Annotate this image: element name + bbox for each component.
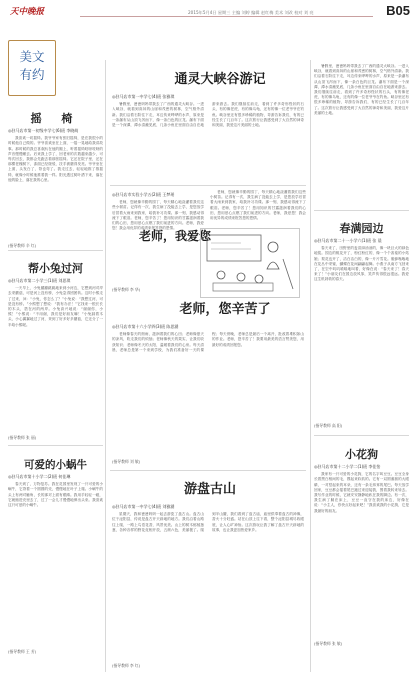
article-source: (指导教师 刘 敏) xyxy=(112,459,141,465)
section-name-line1: 美文 xyxy=(19,49,45,64)
article-pangu-mountain xyxy=(112,502,304,668)
article-source: (指导教师 高 阳) xyxy=(314,423,343,429)
article-body: 暑假里，爸爸妈妈带我去了广西的通灵大峡谷。一进入峡谷，就看到高耸的山崖和茂密的树林，空气格外清新。我们沿着石阶往下走，耳边传来哗哗的水声，原来是一条瀑布从山顶飞泻而下，像一条白色的巨龙。瀑布下面是一个深潭，潭水清澈见底，几条小鱼在里面自由自在地游来游去。我们继续往前走，看到了许多奇形怪状的石头，有的像老虎，有的像乌龟，还有的像一位老爷爷在钓鱼。峡谷里还有很多珍稀的植物，导游告诉我们，有的已经生长了几百年了。这次旅行让我感受到了大自然的神奇和美丽，我爱这片美丽的土地。 xyxy=(314,64,409,115)
article-byline: ◎驻马店市第一中学七(4)班 张雅琪 xyxy=(112,94,175,99)
article-byline: ◎驻马店市第一中学七(4)班 刘雅涵 xyxy=(112,504,175,509)
article-little-dog xyxy=(314,448,409,646)
article-body: 我家有一只可爱的小花狗，它的名字叫豆豆。豆豆全身长着黑白相间的毛，摸起来软软的。它有一双圆溜溜的大眼睛，一对竖起来的耳朵，还有一条毛茸茸的尾巴。每天放学回家，豆豆都会摇着尾巴跑过来迎接我，围着我转来转去。我写作业的时候，它就安安静静地趴在我的脚边。有一次，我生病了躺在床上，豆豆一直守在我的床边，好像在说：“小主人，你快点好起来吧！”我喜欢我的小花狗，它是我最好的朋友。 xyxy=(314,472,409,513)
article-byline: ◎驻马店市第二十一小学六(1)班 张 晨 xyxy=(314,238,382,243)
article-spring-garden xyxy=(314,222,409,428)
article-byline: ◎驻马店市第二小学三(1)班 刘思琪 xyxy=(8,278,71,283)
classroom-illustration xyxy=(200,228,300,298)
masthead: 天中晚报 xyxy=(10,7,45,17)
section-badge xyxy=(8,40,56,96)
article-byline: ◎驻马店市第十二小学二(1)班 李佳怡 xyxy=(314,464,381,469)
header-rule xyxy=(80,16,373,17)
article-title: 摇 椅 xyxy=(30,112,81,125)
article-source: (指导教师 李 红) xyxy=(112,663,141,669)
article-divider xyxy=(110,185,306,186)
article-title: 可爱的小蜗牛 xyxy=(24,459,87,471)
article-title: 小花狗 xyxy=(345,448,378,461)
article-source: (指导教师 李 华) xyxy=(112,287,141,293)
article-right-top xyxy=(314,64,409,204)
article-divider xyxy=(314,435,409,436)
article-title: 老师，您辛苦了 xyxy=(179,302,271,317)
column-divider xyxy=(310,60,311,672)
article-title: 老师，我爱您 xyxy=(138,229,211,243)
article-body: 一天早上，小兔蹦蹦跳跳地来到小河边，它想到河对岸去采蘑菇，可是河上没有桥，小兔急得团团转。这时小熊走了过来，问：“小兔，你怎么了？”小兔说：“我想过河，可是没有桥。”小熊想了想说：“我有办法！”它找来一根长长的木头，搭在河的两岸。小兔高兴地说：“谢谢你，小熊！”小熊说：“不用谢，我们是好朋友嘛！”小兔踩着木头，小心翼翼地过了河，采到了好多好多蘑菇，它还分了一半给小熊呢。 xyxy=(8,286,103,327)
column-divider xyxy=(105,60,106,672)
article-swing-chair xyxy=(8,112,103,248)
issue-info: 2015年5月4日 星期三 主编 刘婷 编辑 赵红梅 美术 刘改 校对 刘 亮 xyxy=(188,10,314,15)
article-divider xyxy=(110,470,306,471)
article-title: 通灵大峡谷游记 xyxy=(174,72,266,87)
article-source: (指导教师 王 芳) xyxy=(8,649,37,655)
article-snail xyxy=(8,458,103,654)
article-byline: ◎驻马店市第一初级中学七(6)班 李晓萌 xyxy=(8,128,79,133)
section-name-line2: 有约 xyxy=(19,67,45,82)
article-divider xyxy=(8,250,103,251)
article-help-rabbit xyxy=(8,262,103,440)
article-body: 暑假里，爸爸妈妈带我去了广西的通灵大峡谷。一进入峡谷，就看到高耸的山崖和茂密的树林，空气格外清新。我们沿着石阶往下走，耳边传来哗哗的水声，原来是一条瀑布从山顶飞泻而下，像一条白色的巨龙。瀑布下面是一个深潭，潭水清澈见底，几条小鱼在里面自由自在地游来游去。我们继续往前走，看到了许多奇形怪状的石头，有的像老虎，有的像乌龟，还有的像一位老爷爷在钓鱼。峡谷里还有很多珍稀的植物，导游告诉我们，有的已经生长了几百年了。这次旅行让我感受到了大自然的神奇和美丽，我爱这片美丽的土地。 xyxy=(112,102,304,128)
article-source: (指导教师 张 丽) xyxy=(8,435,37,441)
article-title: 春满园边 xyxy=(339,222,384,235)
page-number: B05 xyxy=(386,3,410,18)
article-body: 老师像春天的细雨，滋润着我们的心田；老师像夏天的凉风，吹走我们的烦恼；老师像秋天的果实，让我们收获知识；老师像冬天的太阳，温暖着我们的心房。每天清晨，老师总是第一个来到学校，为我们准备好一天的课程；每天傍晚，老师总是最后一个离开，批改着堆积如山的作业。老师，您辛苦了！我要用最美的语言赞美您，用最好的成绩回报您。 xyxy=(112,332,304,352)
article-title: 帮小兔过河 xyxy=(28,262,83,275)
article-canyon-trip xyxy=(112,92,304,184)
article-body: 星期天，我和爸爸妈妈一起去游览了盘古山。盘古山位于泌阳县，传说是盘古开天辟地的地方。我们沿着山路往上爬，一路上鸟语花香，风景优美。山上的树木郁郁葱葱，各种各样的野花竞相开放，五颜六色，美丽极了。爬到半山腰，我们看到了盘古庙，庙里供奉着盘古的神像，香火十分旺盛。站在山顶上往下看，整个泌阳县城尽收眼底，让人心旷神怡。这次游玩让我了解了盘古开天辟地的故事，也让我更加热爱家乡。 xyxy=(112,512,304,532)
article-source: (指导教师 张 敏) xyxy=(314,641,343,647)
article-teacher-hard xyxy=(112,322,304,464)
article-body: 春天到了，万物复苏。我在花园里发现了一只可爱的小蜗牛，它背着一个圆圆的壳，慢慢地在叶子上爬。小蜗牛的头上有两对触角，长的那对上面有眼睛。我用手轻轻一碰，它就缩进壳里去了，过了一会儿才慢慢地伸出头来。我喜欢这只可爱的小蜗牛。 xyxy=(8,482,103,508)
article-body-continued: 老师，您就像辛勤的园丁，每天精心地浇灌着我们这些小树苗。记得有一次，我生病了没能去上学，是您放学后冒着大雨来到我家，给我补习功课。那一刻，我感动得流下了眼泪。老师，您辛苦了！您用知识的甘露滋润着我们的心田，您用爱心点燃了我们前进的方向。老师，我爱您！我会用优异的成绩来报答您的恩情。 xyxy=(210,190,306,221)
article-byline: ◎驻马店市实验小学五(2)班 王梦瑶 xyxy=(112,192,175,197)
article-body: 老师，您就像辛勤的园丁，每天精心地浇灌着我们这些小树苗。记得有一次，我生病了没能去上学，是您放学后冒着大雨来到我家，给我补习功课。那一刻，我感动得流下了眼泪。老师，您辛苦了！您用知识的甘露滋润着我们的心田，您用爱心点燃了我们前进的方向。老师，我爱您！我会用优异的成绩来报答您的恩情。 xyxy=(112,200,204,231)
article-byline: ◎驻马店市第十六小学四(3)班 陈思涵 xyxy=(112,324,179,329)
article-body: 我喜欢一切摇椅。我爷爷家有张旧摇椅，是在我很小的时候他自己做的。爷爷喜欢坐在上面，一摇一晃地给我讲故事。那时候的我总喜欢趴在他的腿上，听着摇椅吱呀吱呀的声音慢慢睡去。后来我上学了，回老家的次数越来越少，可每次回去，我都会先跑去看那张摇椅。它还在院子里，还在那棵老槐树下，漆面已经斑驳，扶手被磨得发亮。爷爷坐在上面，头发白了，背也弯了。我走过去，轻轻地推了推摇椅，就像小时候他推着我一样。阳光透过树叶洒下来，落在他的脸上，落在我的心里。 xyxy=(8,136,103,182)
article-source: (指导教师 辛 红) xyxy=(8,243,37,249)
article-body: 春天来了，田野里的麦苗绿油油的，像一块巨大的绿色地毯。园边的桃花开了，粉红粉红的，像一个个害羞的小姑娘；梨花也开了，洁白洁白的，像一片片雪花。蜜蜂嗡嗡地在花丛中采蜜，蝴蝶在花间翩翩起舞。小燕子从南方飞回来了，在空中叽叽喳喳地叫着，好像在说：“春天来了！春天来了！”小朋友们在园边放风筝，笑声传得很远很远。我爱这生机勃勃的春天。 xyxy=(314,246,409,282)
article-divider xyxy=(8,445,103,446)
article-title: 游盘古山 xyxy=(183,482,236,497)
article-divider xyxy=(314,210,409,211)
article-byline: ◎驻马店市第十小学二(2)班 何佳琳 xyxy=(8,474,71,479)
